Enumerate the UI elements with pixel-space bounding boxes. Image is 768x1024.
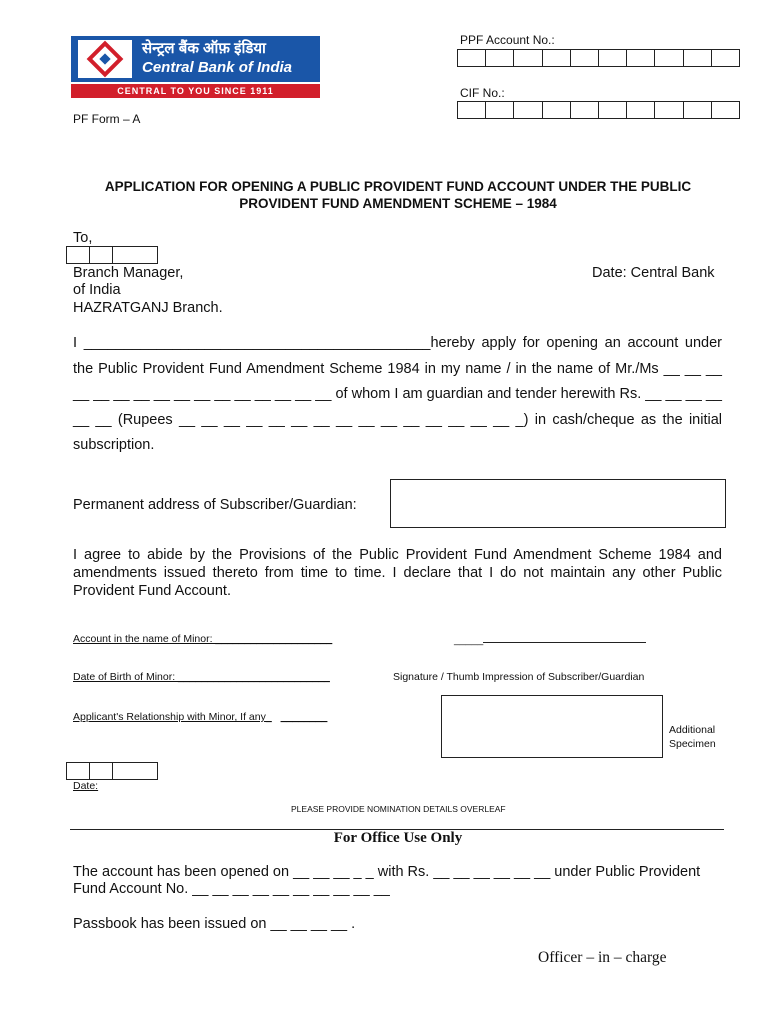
address-line-2: of India [73, 282, 121, 298]
minor-relationship-blank[interactable]: ________ [280, 711, 328, 723]
minor-relationship [73, 711, 327, 723]
cif-digit-cell[interactable] [627, 102, 655, 118]
office-use-heading: For Office Use Only [333, 830, 463, 846]
additional-specimen-box[interactable] [441, 695, 663, 758]
date-grid-top[interactable] [66, 246, 158, 264]
ppf-digit-cell[interactable] [599, 50, 627, 66]
passbook-text: Passbook has been issued on __ __ __ __ . [73, 916, 356, 932]
ppf-digit-cell[interactable] [458, 50, 486, 66]
permanent-address-box[interactable] [390, 479, 726, 528]
date-cell[interactable] [67, 763, 90, 779]
date-label-top: Date: Central Bank [592, 265, 715, 281]
ppf-digit-cell[interactable] [627, 50, 655, 66]
form-title: APPLICATION FOR OPENING A PUBLIC PROVIDENT FUND ACCOUNT UNDER THE PUBLIC PROVIDENT FUND AMENDMENT SCHEME – 1984 [104, 179, 692, 211]
cif-digit-cell[interactable] [712, 102, 739, 118]
cif-digit-cell[interactable] [684, 102, 712, 118]
cif-digit-cell[interactable] [655, 102, 683, 118]
bank-emblem-icon [78, 40, 132, 78]
ppf-account-grid[interactable] [457, 49, 740, 67]
cif-grid[interactable] [457, 101, 740, 119]
ppf-account-label: PPF Account No.: [460, 33, 555, 47]
application-paragraph: I ___________________________________________hereby apply for opening an account under the Public Provident Fund Amendment Scheme 1984 in my name / in the name of Mr./Ms __ __ __ __ __ __ __ __ __ __ __ __ __ __ __ __ of whom I am guardian and tender herewith Rs. __ __ __ __ __ __ (Rupees __ __ __ __ __ __ __ __ __ __ __ __ __ __ __ _) in cash/cheque as the initial subscription. [73, 335, 722, 453]
ppf-digit-cell[interactable] [543, 50, 571, 66]
cif-label: CIF No.: [460, 86, 505, 100]
cif-digit-cell[interactable] [514, 102, 542, 118]
cif-digit-cell[interactable] [543, 102, 571, 118]
date-cell[interactable] [113, 763, 157, 779]
account-opened-text: The account has been opened on __ __ __ _ _ with Rs. __ __ __ __ __ __ under Public Provident Fund Account No. __ __ __ __ __ __ __ __ __ __ [73, 864, 701, 897]
form-id: PF Form – A [73, 112, 141, 126]
date-grid-bottom[interactable] [66, 762, 158, 780]
ppf-digit-cell[interactable] [486, 50, 514, 66]
ppf-digit-cell[interactable] [712, 50, 739, 66]
additional-specimen-label: Additional Specimen [669, 724, 716, 750]
minor-account-name: Account in the name of Minor: ____________________ [73, 633, 333, 645]
signature-label: Signature / Thumb Impression of Subscriber/Guardian [393, 671, 645, 683]
cif-digit-cell[interactable] [458, 102, 486, 118]
officer-in-charge: Officer – in – charge [538, 949, 667, 966]
address-line-1: Branch Manager, [73, 265, 184, 281]
date-cell[interactable] [113, 247, 157, 263]
cif-digit-cell[interactable] [599, 102, 627, 118]
date-cell[interactable] [90, 247, 113, 263]
bank-name-english: Central Bank of India [142, 59, 293, 76]
address-to: To, [73, 230, 93, 246]
permanent-address-label: Permanent address of Subscriber/Guardian: [73, 497, 357, 513]
minor-dob: Date of Birth of Minor: __________________________ [73, 671, 330, 683]
signature-line [454, 633, 646, 646]
date-cell[interactable] [67, 247, 90, 263]
ppf-digit-cell[interactable] [514, 50, 542, 66]
nomination-note: PLEASE PROVIDE NOMINATION DETAILS OVERLEAF [291, 804, 506, 814]
signature-line-prefix: _____ [454, 634, 484, 646]
ppf-digit-cell[interactable] [571, 50, 599, 66]
ppf-digit-cell[interactable] [655, 50, 683, 66]
bank-name-hindi: सेन्ट्रल बैंक ऑफ़ इंडिया [142, 40, 266, 57]
minor-relationship-label: Applicant's Relationship with Minor, If any_ [73, 711, 272, 723]
agreement-paragraph: I agree to abide by the Provisions of the Public Provident Fund Amendment Scheme 1984 and amendments issued thereto from time to time. I declare that I do not maintain any other Public Provident Fund Account. [73, 547, 722, 599]
ppf-digit-cell[interactable] [684, 50, 712, 66]
bank-tagline: CENTRAL TO YOU SINCE 1911 [71, 84, 320, 98]
address-line-3: HAZRATGANJ Branch. [73, 300, 223, 316]
cif-digit-cell[interactable] [486, 102, 514, 118]
signature-blank[interactable] [483, 633, 646, 643]
date-cell[interactable] [90, 763, 113, 779]
date-label-bottom: Date: [73, 780, 99, 792]
cif-digit-cell[interactable] [571, 102, 599, 118]
